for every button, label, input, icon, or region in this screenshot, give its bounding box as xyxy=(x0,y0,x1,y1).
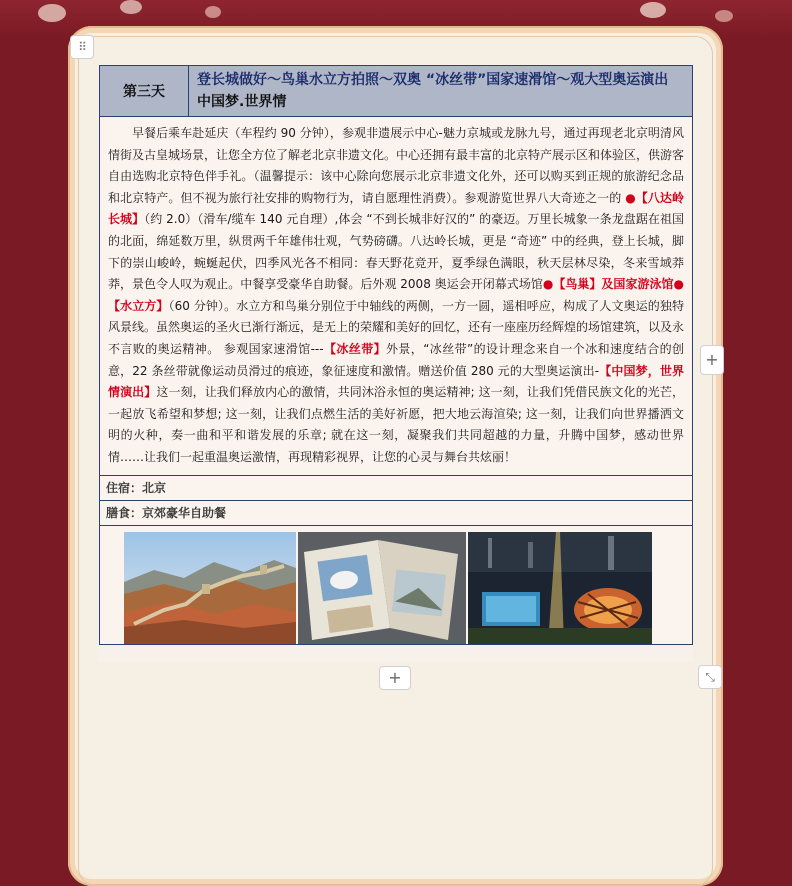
photo-album-photo-svg xyxy=(298,532,466,644)
itinerary-description xyxy=(100,117,693,476)
add-block-below-button[interactable]: + xyxy=(379,666,411,690)
blossom-decoration xyxy=(640,2,666,18)
blossom-decoration xyxy=(120,0,142,14)
highlight-show: 【中国梦，世界情演出】 xyxy=(108,363,684,400)
itinerary-table xyxy=(99,65,693,645)
highlight-badaling: ●【八达岭长城】 xyxy=(108,190,684,227)
day-title: 登长城做好～鸟巢水立方拍照～双奥 “冰丝带”国家速滑馆～观大型奥运演出 xyxy=(197,72,669,88)
photo-strip xyxy=(124,532,652,644)
blossom-decoration xyxy=(715,10,733,22)
resize-icon[interactable]: ⤡ xyxy=(698,665,722,689)
olympic-venues-night-photo-svg xyxy=(468,532,652,644)
description-text: 外景，“冰丝带”的设计理念来自一个冰和速度结合的创意，22 条丝带就像运动员滑过的痕迹，象征速度和激情。赠送价值 280 元的大型奥运演出- xyxy=(108,341,685,378)
highlight-birdsnest-watercube: ●【鸟巢】及国家游泳馆●【水立方】 xyxy=(108,277,684,313)
description-text: 这一刻，让我们释放内心的激情，共同沐浴永恒的奥运精神; 这一刻，让我们凭借民族文化的光芒，一起放飞希望和梦想; 这一刻，让我们点燃生活的美好祈愿，把大地云海渲染; 这一刻，让我们向世界播洒文明的火种，奏一曲和平和谐发展的乐章; 就在这一刻，凝聚我们共同超越的力量，升腾中国梦，感动世界情……让我们一起重温奥运激情，再现精彩视界，让您的心灵与舞台共炫丽！ xyxy=(108,385,684,464)
great-wall-photo-svg xyxy=(124,532,296,644)
meals-info: 膳食：京郊豪华自助餐 xyxy=(100,500,693,525)
description-text: （60 分钟）。水立方和鸟巢分别位于中轴线的两侧，一方一圆，遥相呼应，构成了人文奥运的独特风景线。虽然奥运的圣火已渐行渐远，是无上的荣耀和美好的回忆，还有一座座历经辉煌的场馆建筑，以及永不言败的奥运精神。 参观国家速滑馆--- xyxy=(108,298,685,356)
blossom-decoration xyxy=(205,6,221,18)
day-label: 第三天 xyxy=(100,66,189,117)
olympic-venues-night-photo xyxy=(468,532,652,644)
photo-album-photo xyxy=(298,532,466,644)
great-wall-photo xyxy=(124,532,296,644)
day-title-cell xyxy=(189,66,693,117)
drag-handle-icon[interactable]: ⠿ xyxy=(70,35,94,59)
lodging-info: 住宿：北京 xyxy=(100,475,693,500)
add-block-right-button[interactable]: + xyxy=(700,345,724,375)
description-text: （约 2.0）（滑车/缆车 140 元自理）,体会 “不到长城非好汉的” 的豪迈。万里长城象一条龙盘踞在祖国的北面，绵延数万里，纵贯两千年雄伟壮观，气势磅礴。八达岭长城，更是 “奇迹” 中的经典，登上长城，脚下的崇山峻岭，蜿蜒起伏，四季风光各不相同：春天野花竞开，夏季绿色满眼，秋天层林尽染，冬来雪域莽莽，景色令人叹为观止。中餐享受豪华自助餐。后外观 2008 奥运会开闭幕式场馆 xyxy=(108,212,684,292)
highlight-ice-ribbon: 【冰丝带】 xyxy=(323,341,386,356)
description-text: 早餐后乘车赴延庆（车程约 90 分钟），参观非遗展示中心-魅力京城或龙脉九号，通过再现老北京明清风情街及古皇城场景，让您全方位了解老北京非遗文化。中心还拥有最丰富的北京特产展示区和体验区，供游客自由选购北京特色伴手礼。（温馨提示：该中心除向您展示北京非遗文化外，还可以购买到正规的旅游纪念品和北京特产。但不视为旅行社安排的购物行为，请自愿理性消费）。参观游览世界八大奇迹之一的 xyxy=(108,126,685,205)
description-paragraph xyxy=(108,123,684,469)
photo-row xyxy=(100,525,693,644)
blossom-decoration xyxy=(38,4,66,22)
day-subtitle: 中国梦.世界情 xyxy=(197,94,287,110)
